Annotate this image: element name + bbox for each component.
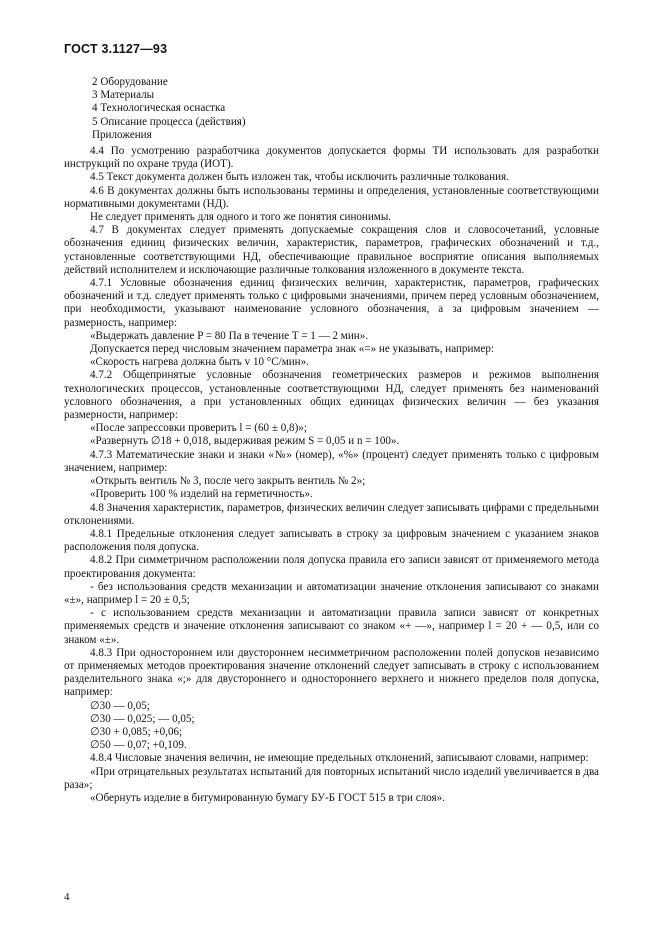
toc-item: 4 Технологическая оснастка <box>92 102 226 115</box>
list-item: - с использованием средств механизации и автоматизации правила записи зависят от конкретных применяемых средств и значение отклонения записывают со знаком «+ —», например l = 20 + — 0,5, или со знаком «±». <box>64 607 599 646</box>
example-line: «Выдержать давление P = 80 Па в течение T = 1 — 2 мин». <box>90 329 369 342</box>
page-header: ГОСТ 3.1127—93 <box>64 42 168 56</box>
paragraph-4-8-2: 4.8.2 При симметричном расположении поля допуска правила его записи зависят от применяемого метода проектирования документа: <box>64 554 599 580</box>
toc-item: 2 Оборудование <box>92 76 168 88</box>
paragraph-4-7-1: 4.7.1 Условные обозначения единиц физических величин, характеристик, параметров, графических обозначений и т.д. следует применять только с цифровыми значениями, причем перед условным обозначением, при необходимости, указывают наименование условного обозначения, а за цифровым значением — размерность, например: <box>64 277 599 329</box>
paragraph-4-8-4: 4.8.4 Числовые значения величин, не имеющие предельных отклонений, записывают словами, например: <box>90 752 589 765</box>
paragraph: Не следует применять для одного и того же понятия синонимы. <box>90 211 392 224</box>
example-line: «Открыть вентиль № 3, после чего закрыть вентиль № 2»; <box>90 475 366 488</box>
paragraph-4-7: 4.7 В документах следует применять допускаемые сокращения слов и словосочетаний, условные обозначения единиц физических величин, характеристик, параметров, графических обозначений и т.д., установленные соответствующими НД, обеспечивающие правильное восприятие описания выполняемых действий исполнителем и исключающие различные толкования изложенного в документе текста. <box>64 224 599 276</box>
paragraph-4-8: 4.8 Значения характеристик, параметров, физических величин следует записывать цифрами с предельными отклонениями. <box>64 501 599 527</box>
tolerance-example: ∅30 — 0,05; <box>90 699 150 712</box>
example-line: «Обернуть изделие в битумированную бумагу БУ-Б ГОСТ 515 в три слоя». <box>90 791 445 804</box>
tolerance-example: ∅50 — 0,07; +0,109. <box>90 739 187 752</box>
paragraph-4-5: 4.5 Текст документа должен быть изложен так, чтобы исключить различные толкования. <box>90 171 509 184</box>
paragraph: Допускается перед числовым значением параметра знак «=» не указывать, например: <box>90 343 494 356</box>
paragraph-4-6: 4.6 В документах должны быть использованы термины и определения, установленные соответствующими нормативными документами (НД). <box>64 184 599 210</box>
example-line: «Проверить 100 % изделий на герметичность». <box>90 488 313 501</box>
toc-list <box>64 76 599 142</box>
paragraph-4-7-2: 4.7.2 Общепринятые условные обозначения геометрических размеров и режимов выполнения технологических процессов, установленные соответствующими НД, следует применять без наименований условного обозначения, а при установленных общих единицах физических величин — без указания размерности, например: <box>64 369 599 422</box>
page-number: 4 <box>64 891 70 903</box>
paragraph-4-4: 4.4 По усмотрению разработчика документов допускается формы ТИ использовать для разработки инструкций по охране труда (ИОТ). <box>64 145 599 171</box>
example-line: «При отрицательных результатах испытаний для повторных испытаний число изделий увеличивается в два раза»; <box>64 765 599 791</box>
toc-item: Приложения <box>92 128 152 141</box>
example-line: «После запрессовки проверить l = (60 ± 0,8)»; <box>90 422 307 435</box>
paragraph-4-7-3: 4.7.3 Математические знаки и знаки «№» (номер), «%» (процент) следует применять только с цифровым значением, например: <box>64 448 599 474</box>
paragraph-4-8-3: 4.8.3 При одностороннем или двустороннем несимметричном расположении полей допусков независимо от применяемых методов проектирования значение отклонений следует записывать в строку с использованием разделительного знака «;» для двустороннего и одностороннего верхнего и нижнего пределов поля допуска, например: <box>64 646 599 699</box>
toc-item: 3 Материалы <box>92 89 155 102</box>
toc-item: 5 Описание процесса (действия) <box>92 115 246 128</box>
paragraph-4-8-1: 4.8.1 Предельные отклонения следует записывать в строку за цифровым значением с указанием знаков расположения поля допуска. <box>64 527 599 554</box>
tolerance-example: ∅30 + 0,085; +0,06; <box>90 725 183 738</box>
example-line: «Развернуть ∅18 + 0,018, выдерживая режим S = 0,05 и n = 100». <box>90 435 400 448</box>
document-body <box>64 76 599 805</box>
tolerance-example: ∅30 — 0,025; — 0,05; <box>90 712 195 725</box>
example-line: «Скорость нагрева должна быть v 10 °С/мин». <box>90 356 309 369</box>
list-item: - без использования средств механизации и автоматизации значение отклонения записывают со знаками «±», например l = 20 ± 0,5; <box>64 580 599 606</box>
